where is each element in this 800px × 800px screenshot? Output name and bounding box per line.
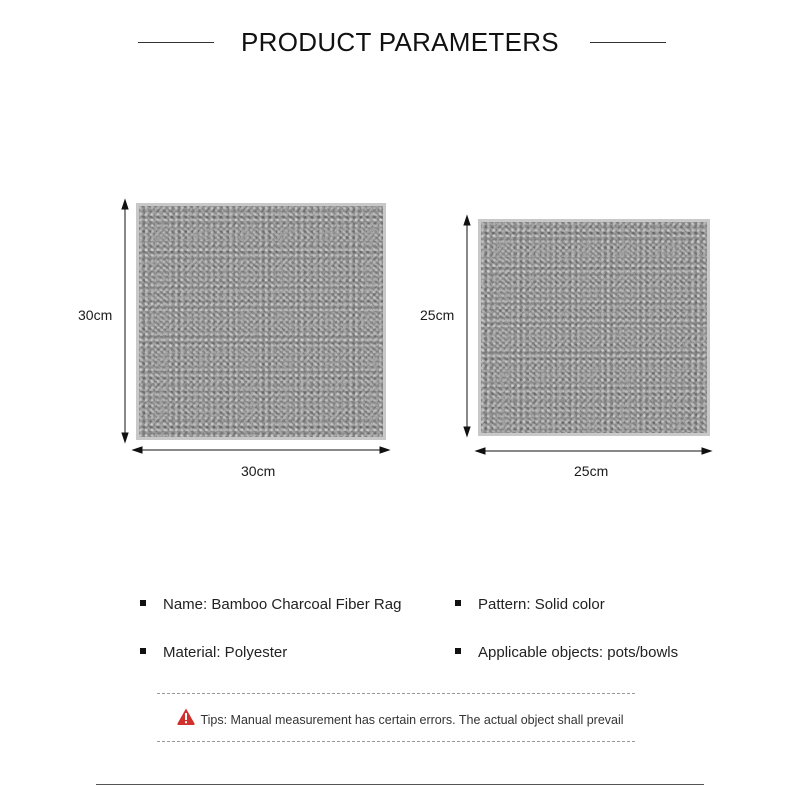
width-arrow-large — [133, 447, 389, 453]
tips-divider-top — [157, 693, 635, 694]
width-label-small: 25cm — [574, 463, 609, 479]
spec-name — [140, 596, 401, 614]
width-arrow-small — [476, 448, 711, 454]
spec-applicable — [455, 644, 678, 662]
page-title: PRODUCT PARAMETERS — [241, 27, 559, 57]
bullet-icon — [140, 648, 146, 654]
bullet-icon — [455, 648, 461, 654]
tips-text: Tips: Manual measurement has certain errors. The actual object shall prevail — [200, 712, 624, 727]
spec-material — [140, 644, 287, 662]
spec-pattern-text: Pattern: Solid color — [478, 596, 605, 613]
width-label-large: 30cm — [241, 463, 276, 479]
footer-divider — [96, 784, 704, 785]
spec-name-text: Name: Bamboo Charcoal Fiber Rag — [163, 596, 402, 613]
spec-pattern — [455, 596, 605, 614]
spec-applicable-text: Applicable objects: pots/bowls — [478, 644, 679, 661]
height-label-small: 25cm — [420, 307, 455, 323]
tips-divider-bottom — [157, 741, 635, 742]
height-arrow-small — [464, 216, 470, 436]
height-label-large: 30cm — [78, 307, 113, 323]
tips-row — [0, 708, 800, 733]
bullet-icon — [140, 600, 146, 606]
spec-material-text: Material: Polyester — [163, 644, 288, 661]
height-arrow-large — [122, 200, 128, 442]
bullet-icon — [455, 600, 461, 606]
warning-icon — [176, 707, 196, 732]
